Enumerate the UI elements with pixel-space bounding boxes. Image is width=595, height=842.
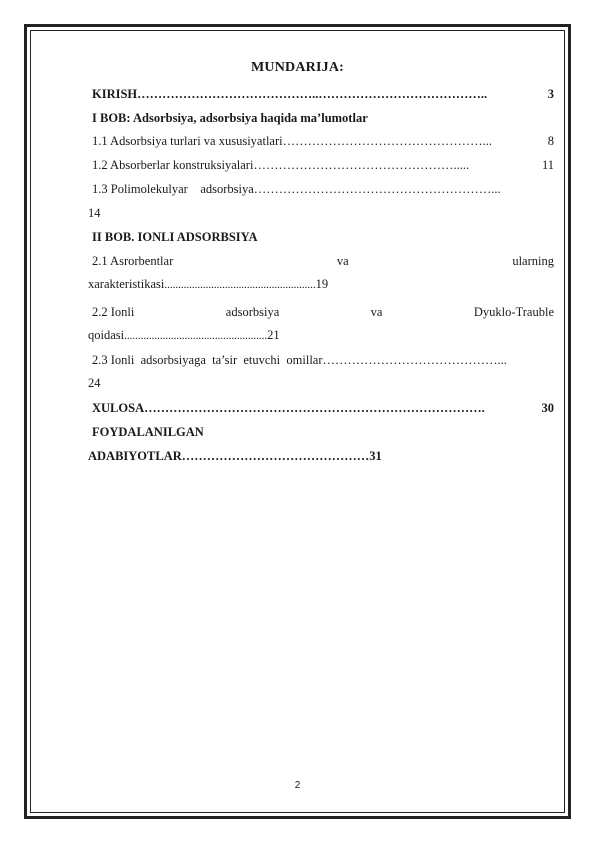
toc-entry-label: 1.1 Adsorbsiya turlari va xususiyatlari — [92, 134, 283, 148]
toc-entry-xulosa — [92, 400, 554, 416]
toc-entry-label: KIRISH — [92, 87, 138, 101]
toc-page-number: 30 — [541, 401, 554, 415]
toc-leader-dots: …………………………………………..... — [253, 158, 470, 172]
toc-leader-dots: ....................................................... — [164, 279, 316, 291]
toc-entry-label: 2.3 Ionli adsorbsiyaga ta’sir etuvchi omillar — [92, 353, 323, 367]
toc-word: Dyuklo-Trauble — [473, 305, 554, 319]
toc-entry-label: 1.3 Polimolekulyar adsorbsiya — [92, 182, 254, 196]
toc-entry-label: ADABIYOTLAR — [88, 449, 182, 463]
toc-entry-kirish — [92, 86, 554, 102]
toc-entry-2-1-continuation — [88, 276, 328, 293]
toc-entry-1-3 — [92, 181, 554, 197]
chapter-heading-2: II BOB. IONLI ADSORBSIYA — [92, 230, 258, 244]
toc-leader-dots: …………………………………………………... — [253, 182, 501, 196]
toc-page-number: 21 — [267, 328, 280, 342]
toc-entry-foydalanilgan: FOYDALANILGAN — [92, 425, 204, 439]
toc-word: 2.2 Ionli — [92, 305, 135, 319]
toc-page-number: 3 — [547, 87, 554, 101]
toc-entry-2-3 — [92, 352, 554, 368]
toc-leader-dots: ……………………………………... — [322, 353, 507, 367]
toc-leader-dots: ……………………………………… — [181, 449, 370, 463]
toc-leader-dots: .................................................... — [124, 330, 268, 342]
toc-word: ularning — [512, 254, 554, 268]
toc-page-number: 8 — [547, 134, 554, 148]
toc-entry-label: qoidasi — [88, 328, 125, 342]
toc-entry-label: XULOSA — [92, 401, 145, 415]
toc-leader-dots: ……………………………………..………………………………….. — [137, 87, 488, 101]
toc-leader-dots: …………………………………………... — [282, 134, 492, 148]
toc-entry-label: xarakteristikasi — [88, 277, 165, 291]
toc-entry-2-2-continuation — [88, 327, 280, 344]
toc-leader-dots: ………………………………………………………………………. — [144, 401, 485, 415]
toc-page-number: 19 — [315, 277, 329, 291]
toc-word: adsorbsiya — [225, 305, 280, 319]
toc-word: va — [336, 254, 349, 268]
toc-entry-label: 1.2 Absorberlar konstruksiyalari — [92, 158, 254, 172]
toc-entry-adabiyotlar — [88, 448, 382, 464]
page-number: 2 — [294, 780, 301, 791]
toc-page-number: 24 — [88, 376, 101, 390]
toc-entry-1-2 — [92, 157, 554, 173]
page-title: MUNDARIJA: — [251, 60, 344, 75]
toc-entry-1-1 — [92, 133, 554, 149]
toc-word: va — [370, 305, 383, 319]
toc-word: 2.1 Asrorbentlar — [92, 254, 174, 268]
toc-page-number: 31 — [369, 449, 382, 463]
chapter-heading-1: I BOB: Adsorbsiya, adsorbsiya haqida ma’lumotlar — [92, 111, 368, 125]
toc-page-number: 14 — [88, 206, 101, 220]
toc-page-number: 11 — [541, 158, 554, 172]
toc-entry-2-2 — [92, 304, 554, 320]
toc-entry-2-1 — [92, 253, 554, 269]
